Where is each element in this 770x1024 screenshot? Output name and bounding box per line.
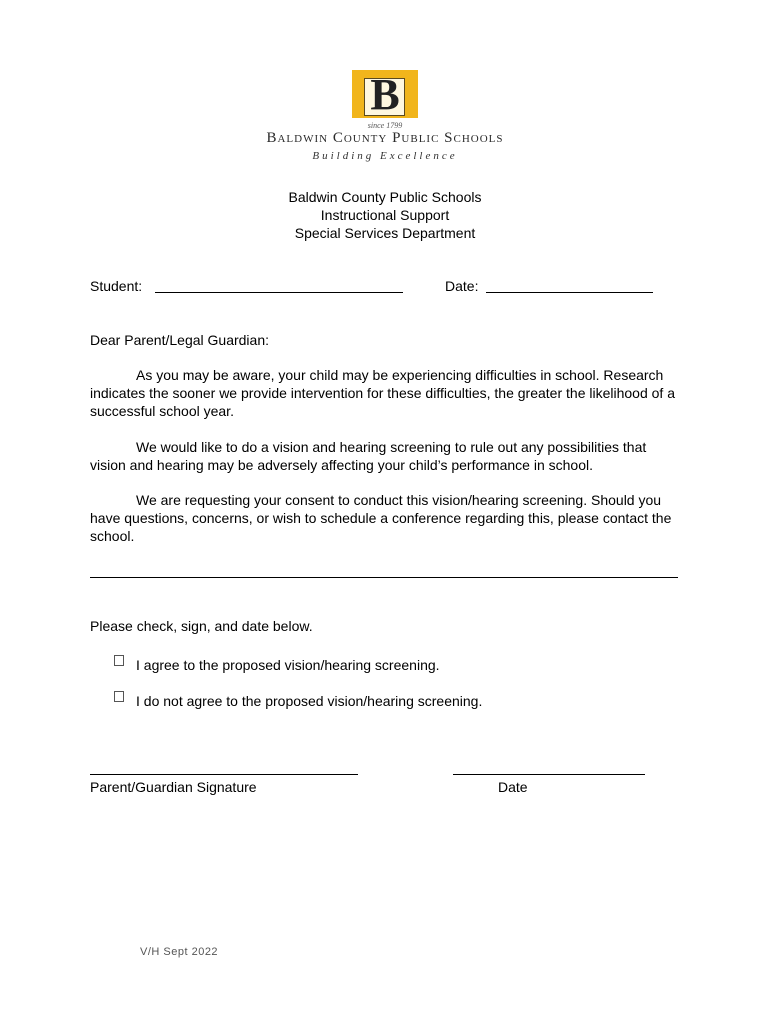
signature-field[interactable] [90, 774, 358, 775]
logo-since: since 1799 [367, 121, 403, 130]
salutation: Dear Parent/Legal Guardian: [90, 332, 269, 348]
paragraph-2 [90, 438, 680, 474]
date-field[interactable] [486, 292, 653, 293]
disagree-option-label: I do not agree to the proposed vision/hearing screening. [136, 693, 483, 709]
paragraph-1 [90, 366, 680, 420]
paragraph-1-text: As you may be aware, your child may be experiencing difficulties in school. Research indicates the sooner we provide intervention for these difficulties, the greater the likelihood of a successful school year. [90, 367, 675, 419]
paragraph-3 [90, 491, 680, 545]
student-field[interactable] [155, 292, 403, 293]
header-line-2: Instructional Support [320, 207, 450, 223]
header-line-1: Baldwin County Public Schools [288, 189, 482, 205]
consent-instruction: Please check, sign, and date below. [90, 618, 313, 634]
paragraph-2-text: We would like to do a vision and hearing screening to rule out any possibilities that vision and hearing may be adversely affecting your child’s performance in school. [90, 439, 647, 473]
signature-label: Parent/Guardian Signature [90, 779, 257, 795]
signature-date-label: Date [498, 779, 528, 795]
agree-option-label: I agree to the proposed vision/hearing screening. [136, 657, 440, 673]
paragraph-3-text: We are requesting your consent to conduct this vision/hearing screening. Should you have questions, concerns, or wish to schedule a conference regarding this, please contact the school. [90, 492, 672, 544]
header-line-3: Special Services Department [294, 225, 476, 241]
agree-checkbox[interactable] [114, 655, 124, 666]
logo-district-name: Baldwin County Public Schools [266, 130, 504, 146]
logo-letter: B [370, 70, 400, 119]
section-divider [90, 577, 678, 578]
logo-tagline: Building Excellence [312, 150, 458, 162]
signature-date-field[interactable] [453, 774, 645, 775]
student-label: Student: [90, 278, 143, 294]
disagree-checkbox[interactable] [114, 691, 124, 702]
district-logo [240, 68, 530, 168]
date-label: Date: [445, 278, 479, 294]
version-footer: V/H Sept 2022 [140, 946, 219, 958]
